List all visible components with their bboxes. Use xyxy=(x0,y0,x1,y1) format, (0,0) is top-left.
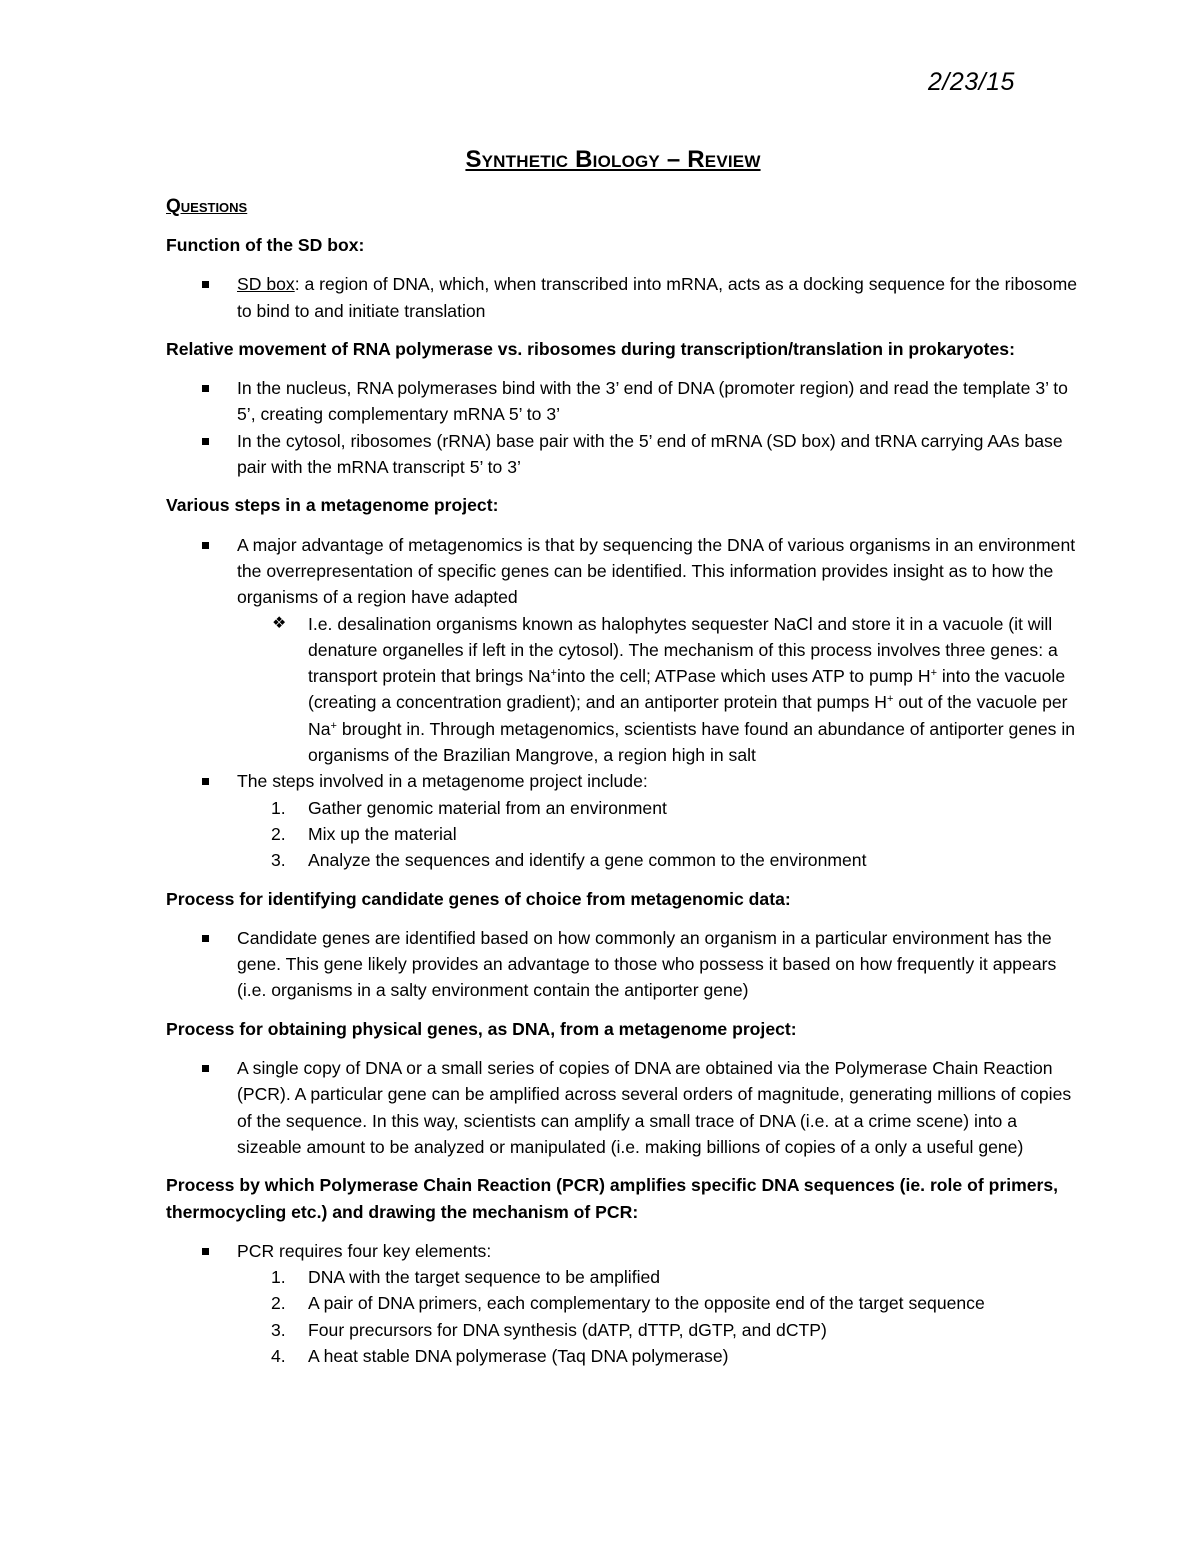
item-number: 4. xyxy=(271,1345,286,1366)
item-text: Analyze the sequences and identify a gene common to the environment xyxy=(308,850,867,871)
obtaining-list xyxy=(166,1055,1086,1160)
square-bullet-icon xyxy=(202,778,209,785)
bullet-text: In the cytosol, ribosomes (rRNA) base pair with the 5’ end of mRNA (SD box) and tRNA carrying AAs base pair with the mRNA transcript 5’ to 3’ xyxy=(237,430,1063,478)
question-relative-movement: Relative movement of RNA polymerase vs. ribosomes during transcription/translation in prokaryotes: xyxy=(166,338,1015,359)
metagenome-steps-list xyxy=(237,795,1086,874)
item-number: 2. xyxy=(271,823,286,844)
sd-box-definition: : a region of DNA, which, when transcribed into mRNA, acts as a docking sequence for the ribosome to bind to and initiate translation xyxy=(237,274,1078,321)
list-item xyxy=(237,428,1086,481)
pcr-elements-list xyxy=(237,1264,1086,1369)
numbered-item xyxy=(271,1290,1086,1316)
square-bullet-icon xyxy=(202,542,209,549)
list-item xyxy=(272,611,1086,769)
numbered-item xyxy=(271,795,1086,821)
item-text: Mix up the material xyxy=(308,823,457,844)
item-number: 1. xyxy=(271,797,286,818)
bullet-text: into the vacuole (creating a concentration gradient); and an antiporter protein that pumps H xyxy=(308,666,1066,713)
metagenome-sublist xyxy=(237,611,1086,769)
bullet-text: A single copy of DNA or a small series of copies of DNA are obtained via the Polymerase Chain Reaction (PCR). A particular gene can be amplified across several orders of magnitude, generating millions of copies of the sequence. In this way, scientists can amplify a small trace of DNA (i.e. at a crime scene) into a sizeable amount to be analyzed or manipulated (i.e. making billions of copies of a only a useful gene) xyxy=(237,1058,1072,1157)
square-bullet-icon xyxy=(202,935,209,942)
item-text: Gather genomic material from an environment xyxy=(308,797,667,818)
list-item xyxy=(237,375,1086,428)
superscript-plus: + xyxy=(886,693,894,706)
metagenome-list xyxy=(166,532,1086,874)
bullet-text: PCR requires four key elements: xyxy=(237,1240,492,1261)
movement-list xyxy=(166,375,1086,480)
numbered-item xyxy=(271,1264,1086,1290)
question-pcr-process: Process by which Polymerase Chain Reaction (PCR) amplifies specific DNA sequences (ie. role of primers, thermocycling etc.) and drawing the mechanism of PCR: xyxy=(166,1175,1059,1222)
candidate-list xyxy=(166,925,1086,1004)
square-bullet-icon xyxy=(202,385,209,392)
superscript-plus: + xyxy=(550,667,557,680)
bullet-text: out of the vacuole per Na xyxy=(308,692,1068,739)
item-text: A heat stable DNA polymerase (Taq DNA polymerase) xyxy=(308,1345,729,1366)
numbered-item xyxy=(271,1317,1086,1343)
superscript-plus: + xyxy=(930,667,937,680)
bullet-text: A major advantage of metagenomics is that by sequencing the DNA of various organisms in an environment the overrepresentation of specific genes can be identified. This information provides insight as to how the organisms of a region have adapted xyxy=(237,534,1076,608)
document-body xyxy=(166,232,1086,1381)
item-number: 1. xyxy=(271,1267,286,1288)
square-bullet-icon xyxy=(202,1248,209,1255)
numbered-item xyxy=(271,1343,1086,1369)
item-text: A pair of DNA primers, each complementary to the opposite end of the target sequence xyxy=(308,1293,985,1314)
bullet-text: In the nucleus, RNA polymerases bind with the 3’ end of DNA (promoter region) and read the template 3’ to 5’, creating complementary mRNA 5’ to 3’ xyxy=(237,378,1068,425)
section-heading-questions: Questions xyxy=(166,196,248,217)
list-item xyxy=(237,1055,1086,1160)
item-text: DNA with the target sequence to be amplified xyxy=(308,1267,661,1288)
bullet-text: brought in. Through metagenomics, scientists have found an abundance of antiporter genes in organisms of the Brazilian Mangrove, a region high in salt xyxy=(308,718,1076,766)
list-item xyxy=(237,925,1086,1004)
item-number: 3. xyxy=(271,850,286,871)
sd-box-list xyxy=(166,271,1086,324)
sd-box-term: SD box xyxy=(237,274,295,295)
question-sd-box: Function of the SD box: xyxy=(166,235,365,255)
item-number: 3. xyxy=(271,1319,286,1340)
bullet-text: I.e. desalination organisms known as halophytes sequester NaCl and store it in a vacuole (it will denature organelles if left in the cytosol). The mechanism of this process involves three genes: a transport protein that brings Na xyxy=(308,613,1058,687)
pcr-list xyxy=(166,1238,1086,1369)
square-bullet-icon xyxy=(202,1065,209,1072)
item-text: Four precursors for DNA synthesis (dATP, dTTP, dGTP, and dCTP) xyxy=(308,1319,827,1340)
bullet-text: The steps involved in a metagenome project include: xyxy=(237,771,648,792)
list-item xyxy=(237,1238,1086,1369)
superscript-plus: + xyxy=(330,719,337,732)
numbered-item xyxy=(271,847,1086,873)
question-metagenome-steps: Various steps in a metagenome project: xyxy=(166,495,499,516)
list-item xyxy=(237,532,1086,769)
square-bullet-icon xyxy=(202,281,209,288)
item-number: 2. xyxy=(271,1293,286,1314)
question-candidate-genes: Process for identifying candidate genes of choice from metagenomic data: xyxy=(166,888,791,909)
diamond-bullet-icon: ❖ xyxy=(272,614,287,632)
document-date: 2/23/15 xyxy=(928,68,1015,96)
square-bullet-icon xyxy=(202,438,209,445)
question-obtaining-genes: Process for obtaining physical genes, as DNA, from a metagenome project: xyxy=(166,1018,797,1039)
list-item xyxy=(237,768,1086,873)
bullet-text: Candidate genes are identified based on how commonly an organism in a particular environment has the gene. This gene likely provides an advantage to those who possess it based on how frequently it appears (i.e. organisms in a salty environment contain the antiporter gene) xyxy=(237,927,1057,1001)
bullet-text: into the cell; ATPase which uses ATP to pump H xyxy=(556,666,931,687)
list-item xyxy=(237,271,1086,324)
numbered-item xyxy=(271,821,1086,847)
document-title: Synthetic Biology – Review xyxy=(465,146,761,173)
